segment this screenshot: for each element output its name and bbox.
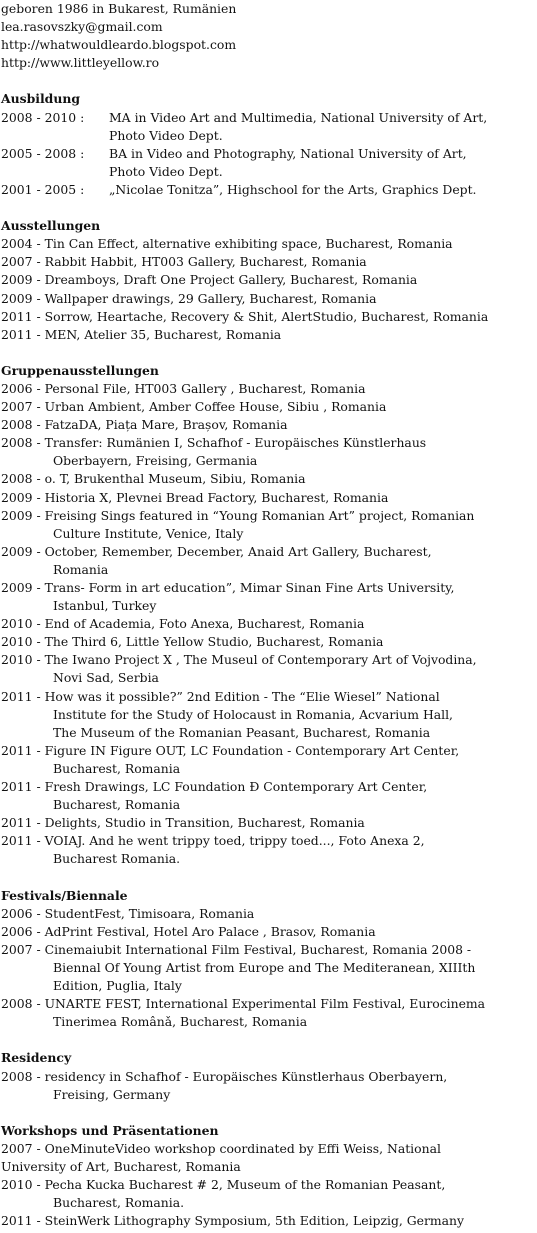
education-date: 2008 - 2010 : <box>1 109 85 125</box>
entry-line: 2007 - Cinemaiubit International Film Festival, Bucharest, Romania 2008 - <box>1 941 472 957</box>
group-exhibition-item <box>1 651 537 687</box>
entry-continuation: Istanbul, Turkey <box>53 598 157 614</box>
entry-line: 2009 - Trans- Form in art education”, Mimar Sinan Fine Arts University, <box>1 580 455 595</box>
entry-continuation: Institute for the Study of Holocaust in Romania, Acvarium Hall, <box>53 706 453 722</box>
exhibition-item: 2011 - MEN, Atelier 35, Bucharest, Romania <box>1 326 282 342</box>
birth-info: geboren 1986 in Bukarest, Rumänien <box>1 1 237 16</box>
email-link[interactable]: lea.rasovszky@gmail.com <box>1 19 163 35</box>
education-line: Photo Video Dept. <box>109 127 223 143</box>
workshop-item <box>1 1212 537 1230</box>
spacer <box>1 199 537 217</box>
workshops-section <box>1 1122 537 1231</box>
education-date: 2001 - 2005 : <box>1 181 85 197</box>
festivals-section <box>1 887 537 1032</box>
education-text <box>109 181 537 199</box>
education-row <box>1 109 537 145</box>
festival-item <box>1 995 537 1031</box>
entry-continuation: Tinerimea Românǎ, Bucharest, Romania <box>53 1014 308 1030</box>
gruppenausstellungen-section <box>1 362 537 869</box>
section-heading-workshops: Workshops und Präsentationen <box>1 1122 219 1138</box>
entry-line: 2007 - OneMinuteVideo workshop coordinated by Effi Weiss, National <box>1 1140 441 1156</box>
group-exhibition-item <box>1 633 537 651</box>
entry-continuation: Biennal Of Young Artist from Europe and The Mediteranean, XIIIth <box>53 959 476 975</box>
group-exhibition-item <box>1 507 537 543</box>
exhibition-item: 2007 - Rabbit Habbit, HT003 Gallery, Bucharest, Romania <box>1 254 367 270</box>
entry-line: 2008 - o. T, Brukenthal Museum, Sibiu, Romania <box>1 471 306 487</box>
entry-continuation: Oberbayern, Freising, Germania <box>53 453 258 469</box>
entry-line: 2011 - VOIAJ. And he went trippy toed, trippy toed..., Foto Anexa 2, <box>1 833 425 849</box>
entry-continuation: Culture Institute, Venice, Italy <box>53 525 244 541</box>
spacer <box>1 1031 537 1049</box>
group-exhibition-item <box>1 814 537 832</box>
entry-continuation: Edition, Puglia, Italy <box>53 978 182 994</box>
ausstellungen-section <box>1 217 537 344</box>
festival-item <box>1 923 537 941</box>
entry-line: 2006 - AdPrint Festival, Hotel Aro Palace , Brasov, Romania <box>1 923 376 939</box>
entry-line: 2007 - Urban Ambient, Amber Coffee House, Sibiu , Romania <box>1 399 387 415</box>
residency-section <box>1 1049 537 1103</box>
website-link[interactable]: http://www.littleyellow.ro <box>1 55 160 71</box>
entry-line: 2009 - Freising Sings featured in “Young Romanian Art” project, Romanian <box>1 507 475 523</box>
group-exhibition-item <box>1 398 537 416</box>
group-exhibition-item <box>1 434 537 470</box>
workshop-item <box>1 1140 537 1176</box>
section-heading-festivals: Festivals/Biennale <box>1 887 128 903</box>
entry-line: 2011 - Fresh Drawings, LC Foundation Ð Contemporary Art Center, <box>1 779 428 795</box>
group-exhibition-item <box>1 688 537 742</box>
entry-line: 2011 - Figure IN Figure OUT, LC Foundation - Contemporary Art Center, <box>1 742 460 758</box>
group-exhibition-item <box>1 416 537 434</box>
education-text <box>109 145 537 181</box>
spacer <box>1 1104 537 1122</box>
exhibition-item: 2004 - Tin Can Effect, alternative exhibiting space, Bucharest, Romania <box>1 236 453 252</box>
entry-line: 2009 - October, Remember, December, Anaid Art Gallery, Bucharest, <box>1 543 432 559</box>
education-row <box>1 145 537 181</box>
education-row <box>1 181 537 199</box>
entry-continuation: Romania <box>53 561 109 577</box>
group-exhibition-item <box>1 742 537 778</box>
group-exhibition-item <box>1 489 537 507</box>
education-line: BA in Video and Photography, National University of Art, <box>109 145 467 161</box>
entry-line: 2006 - Personal File, HT003 Gallery , Bucharest, Romania <box>1 380 366 396</box>
entry-line: 2010 - The Iwano Project X , The Museul of Contemporary Art of Vojvodina, <box>1 652 477 668</box>
entry-continuation: Bucharest, Romania <box>53 797 181 813</box>
group-exhibition-item <box>1 832 537 868</box>
ausbildung-section <box>1 90 537 199</box>
spacer <box>1 72 537 90</box>
entry-line: 2006 - StudentFest, Timisoara, Romania <box>1 905 255 921</box>
education-date: 2005 - 2008 : <box>1 145 85 161</box>
education-text <box>109 109 537 145</box>
section-heading-ausstellungen: Ausstellungen <box>1 218 101 234</box>
spacer <box>1 344 537 362</box>
education-line: MA in Video Art and Multimedia, National University of Art, <box>109 109 488 125</box>
spacer <box>1 869 537 887</box>
entry-line: 2010 - The Third 6, Little Yellow Studio, Bucharest, Romania <box>1 634 384 650</box>
entry-line: 2011 - Delights, Studio in Transition, Bucharest, Romania <box>1 815 365 831</box>
residency-item <box>1 1068 537 1104</box>
entry-continuation: Bucharest, Romania <box>53 760 181 776</box>
section-heading-residency: Residency <box>1 1050 72 1066</box>
workshop-item <box>1 1176 537 1212</box>
education-line: Photo Video Dept. <box>109 163 223 179</box>
group-exhibition-item <box>1 579 537 615</box>
section-heading-gruppenausstellungen: Gruppenausstellungen <box>1 362 159 378</box>
entry-line: 2008 - Transfer: Rumänien I, Schafhof - Europäisches Künstlerhaus <box>1 435 427 451</box>
group-exhibition-item <box>1 470 537 488</box>
group-exhibition-item <box>1 615 537 633</box>
entry-line: 2010 - Pecha Kucka Bucharest # 2, Museum of the Romanian Peasant, <box>1 1177 446 1193</box>
group-exhibition-item <box>1 778 537 814</box>
exhibition-item: 2009 - Dreamboys, Draft One Project Gallery, Bucharest, Romania <box>1 272 418 288</box>
exhibition-item: 2009 - Wallpaper drawings, 29 Gallery, Bucharest, Romania <box>1 290 377 306</box>
entry-continuation: The Museum of the Romanian Peasant, Bucharest, Romania <box>53 724 431 740</box>
festival-item <box>1 941 537 995</box>
entry-line: 2009 - Historia X, Plevnei Bread Factory, Bucharest, Romania <box>1 489 389 505</box>
blog-link[interactable]: http://whatwouldleardo.blogspot.com <box>1 37 237 53</box>
entry-continuation: Freising, Germany <box>53 1086 171 1102</box>
entry-line: 2008 - residency in Schafhof - Europäisches Künstlerhaus Oberbayern, <box>1 1068 448 1084</box>
entry-continuation: Novi Sad, Serbia <box>53 670 159 686</box>
section-heading-ausbildung: Ausbildung <box>1 91 81 107</box>
exhibition-item: 2011 - Sorrow, Heartache, Recovery & Shit, AlertStudio, Bucharest, Romania <box>1 308 489 324</box>
festival-item <box>1 905 537 923</box>
entry-line: 2008 - UNARTE FEST, International Experimental Film Festival, Eurocinema <box>1 996 486 1012</box>
entry-line: 2011 - SteinWerk Lithography Symposium, 5th Edition, Leipzig, Germany <box>1 1213 465 1229</box>
entry-line: University of Art, Bucharest, Romania <box>1 1159 241 1174</box>
entry-line: 2008 - FatzaDA, Piața Mare, Brașov, Romania <box>1 417 288 433</box>
entry-line: 2011 - How was it possible?” 2nd Edition - The “Elie Wiesel” National <box>1 688 440 704</box>
education-line: „Nicolae Tonitza”, Highschool for the Arts, Graphics Dept. <box>109 181 477 197</box>
entry-continuation: Bucharest Romania. <box>53 851 181 867</box>
intro-block <box>1 0 537 72</box>
entry-continuation: Bucharest, Romania. <box>53 1195 185 1211</box>
entry-line: 2010 - End of Academia, Foto Anexa, Bucharest, Romania <box>1 616 365 632</box>
group-exhibition-item <box>1 380 537 398</box>
group-exhibition-item <box>1 543 537 579</box>
